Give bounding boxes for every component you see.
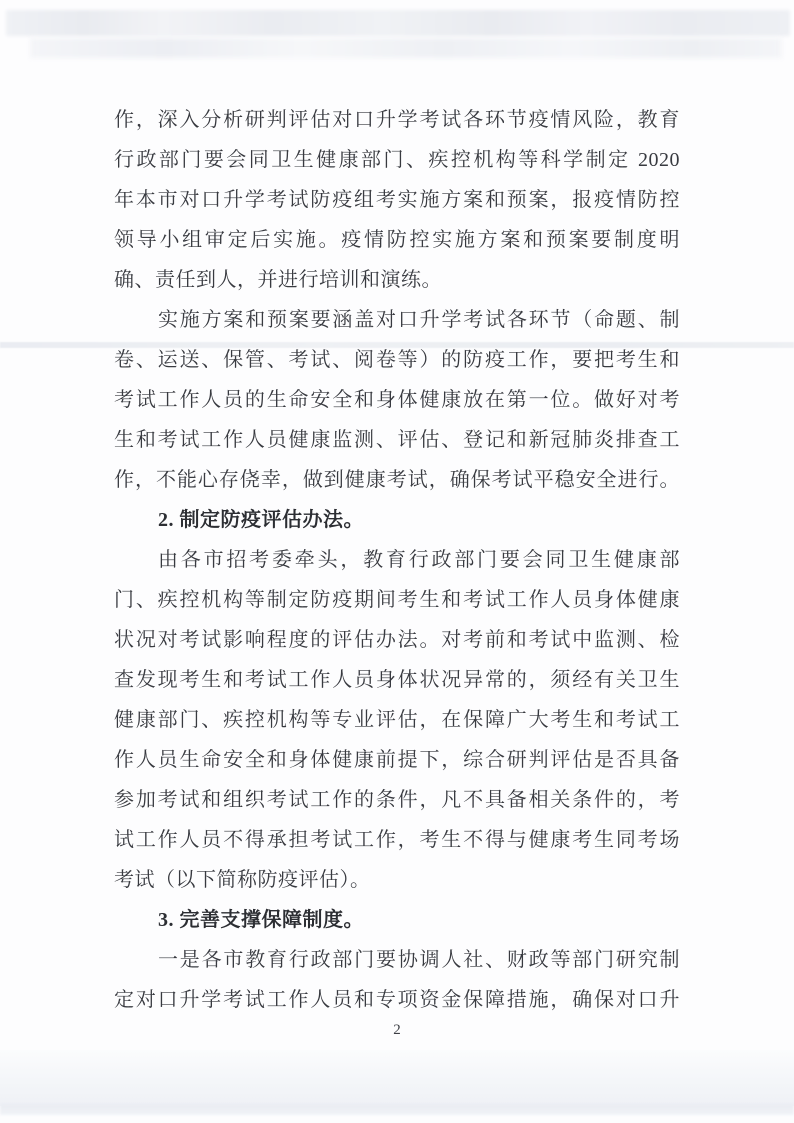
- text-line: 查发现考生和考试工作人员身体状况异常的，须经有关卫生: [114, 669, 680, 691]
- section-heading: 3. 完善支撑保障制度。: [158, 909, 364, 931]
- page-number: 2: [393, 1022, 401, 1038]
- text-line: 确、责任到人，并进行培训和演练。: [114, 269, 442, 291]
- scan-artifact-bottom-band: [0, 1050, 794, 1106]
- text-line: 一是各市教育行政部门要协调人社、财政等部门研究制: [158, 949, 680, 971]
- text-line: 作，深入分析研判评估对口升学考试各环节疫情风险，教育: [114, 109, 680, 131]
- scan-artifact-bottom-edge: [0, 1104, 794, 1115]
- text-line: 卷、运送、保管、考试、阅卷等）的防疫工作，要把考生和: [114, 349, 680, 371]
- text-line: 试工作人员不得承担考试工作，考生不得与健康考生同考场: [114, 829, 680, 851]
- document-body: [114, 100, 680, 1020]
- text-line: 参加考试和组织考试工作的条件，凡不具备相关条件的，考: [114, 789, 680, 811]
- scan-artifact-top-band: [6, 10, 790, 36]
- text-line: 状况对考试影响程度的评估办法。对考前和考试中监测、检: [114, 629, 680, 651]
- text-line: 考试（以下简称防疫评估）。: [114, 869, 371, 891]
- text-line: 门、疾控机构等制定防疫期间考生和考试工作人员身体健康: [114, 589, 680, 611]
- text-line: 领导小组审定后实施。疫情防控实施方案和预案要制度明: [114, 229, 680, 251]
- text-line: 健康部门、疾控机构等专业评估，在保障广大考生和考试工: [114, 709, 680, 731]
- text-line: 生和考试工作人员健康监测、评估、登记和新冠肺炎排查工: [114, 429, 680, 451]
- text-line: 行政部门要会同卫生健康部门、疾控机构等科学制定 2020: [114, 149, 680, 171]
- text-line: 年本市对口升学考试防疫组考实施方案和预案，报疫情防控: [114, 189, 680, 211]
- text-line: 考试工作人员的生命安全和身体健康放在第一位。做好对考: [114, 389, 680, 411]
- text-line: 作人员生命安全和身体健康前提下，综合研判评估是否具备: [114, 749, 680, 771]
- text-line: 作，不能心存侥幸，做到健康考试，确保考试平稳安全进行。: [114, 469, 680, 491]
- section-heading: 2. 制定防疫评估办法。: [158, 509, 364, 531]
- text-line: 由各市招考委牵头，教育行政部门要会同卫生健康部: [158, 549, 680, 571]
- scan-artifact-top-band-secondary: [30, 38, 782, 58]
- text-line: 定对口升学考试工作人员和专项资金保障措施，确保对口升: [114, 989, 680, 1011]
- text-line: 实施方案和预案要涵盖对口升学考试各环节（命题、制: [158, 309, 680, 331]
